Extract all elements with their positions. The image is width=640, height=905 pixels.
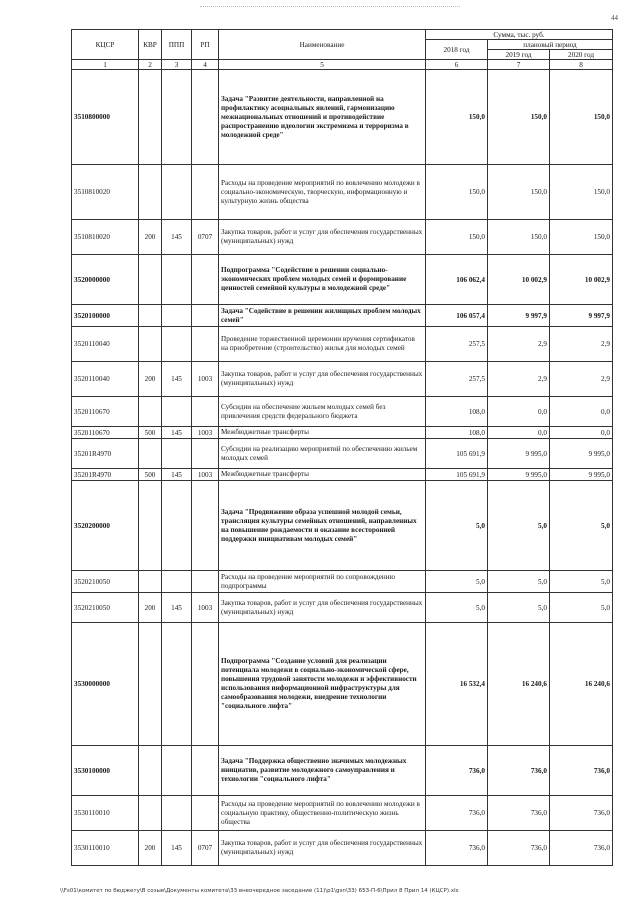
table-row [72,427,613,439]
sum-2020-cell: 10 002,9 [550,255,613,305]
kvr-cell [139,397,162,427]
sum-2020-cell: 150,0 [550,70,613,165]
sum-2019-cell: 5,0 [488,481,550,571]
kvr-cell [139,305,162,327]
kvr-cell [139,255,162,305]
table-row [72,165,613,220]
header-2019: 2019 год [488,50,550,60]
sum-2020-cell: 5,0 [550,571,613,593]
kcsr-cell: 3520100000 [72,305,139,327]
sum-2019-cell: 9 995,0 [488,469,550,481]
sum-2020-cell: 0,0 [550,427,613,439]
kvr-cell: 500 [139,469,162,481]
ppp-cell: 145 [162,362,192,397]
sum-2019-cell: 2,9 [488,362,550,397]
ppp-cell: 145 [162,220,192,255]
kcsr-cell: 3520110670 [72,397,139,427]
header-2020: 2020 год [550,50,613,60]
kvr-cell: 200 [139,362,162,397]
table-row [72,327,613,362]
name-cell: Расходы на проведение мероприятий по вовлечению молодежи в социально-экономическую, творческую, информационную и культурную жизнь общества [219,165,426,220]
header-kvr: КВР [139,30,162,60]
kcsr-cell: 3520210050 [72,571,139,593]
kcsr-cell: 3520210050 [72,593,139,623]
table-row [72,796,613,831]
rp-cell: 1003 [192,362,219,397]
table-row [72,571,613,593]
kcsr-cell: 3530110010 [72,831,139,866]
sum-2020-cell: 16 240,6 [550,623,613,746]
rp-cell: 0707 [192,220,219,255]
name-cell: Подпрограмма "Содействие в решении социально-экономических проблем молодых семей и формирование ценностей семейной культуры в молодежной среде" [219,255,426,305]
sum-2019-cell: 9 997,9 [488,305,550,327]
sum-2018-cell: 150,0 [426,70,488,165]
sum-2020-cell: 9 995,0 [550,469,613,481]
column-number: 6 [426,60,488,70]
sum-2018-cell: 108,0 [426,397,488,427]
sum-2020-cell: 9 995,0 [550,439,613,469]
sum-2019-cell: 736,0 [488,746,550,796]
sum-2018-cell: 5,0 [426,593,488,623]
rp-cell [192,439,219,469]
ppp-cell [162,746,192,796]
rp-cell [192,796,219,831]
sum-2018-cell: 106 057,4 [426,305,488,327]
sum-2020-cell: 2,9 [550,362,613,397]
rp-cell: 1003 [192,469,219,481]
sum-2018-cell: 150,0 [426,220,488,255]
sum-2018-cell: 150,0 [426,165,488,220]
kvr-cell: 200 [139,593,162,623]
rp-cell: 1003 [192,427,219,439]
sum-2020-cell: 0,0 [550,397,613,427]
column-number: 3 [162,60,192,70]
sum-2019-cell: 2,9 [488,327,550,362]
table-row [72,305,613,327]
name-cell: Расходы на проведение мероприятий по сопровождению подпрограммы [219,571,426,593]
kcsr-cell: 35201R4970 [72,439,139,469]
kvr-cell [139,439,162,469]
table-row [72,469,613,481]
table-row [72,831,613,866]
sum-2019-cell: 736,0 [488,796,550,831]
kvr-cell: 200 [139,831,162,866]
sum-2018-cell: 106 062,4 [426,255,488,305]
ppp-cell: 145 [162,831,192,866]
name-cell: Расходы на проведение мероприятий по вовлечению молодежи в социальную практику, общественно-политическую жизнь общества [219,796,426,831]
name-cell: Закупка товаров, работ и услуг для обеспечения государственных (муниципальных) нужд [219,593,426,623]
rp-cell [192,571,219,593]
ppp-cell [162,397,192,427]
kcsr-cell: 3530000000 [72,623,139,746]
kcsr-cell: 35201R4970 [72,469,139,481]
column-number-row [72,60,613,70]
kvr-cell: 200 [139,220,162,255]
kvr-cell [139,571,162,593]
table-row [72,746,613,796]
table-row [72,593,613,623]
kcsr-cell: 3520000000 [72,255,139,305]
kvr-cell [139,165,162,220]
sum-2019-cell: 5,0 [488,571,550,593]
kcsr-cell: 3510810020 [72,220,139,255]
name-cell: Подпрограмма "Создание условий для реализации потенциала молодежи в социально-экономической сфере, повышения трудовой занятости молодежи и эффективности использования информационной инфраструктуры для самообразования молодежи, внедрение технологии "социального лифта" [219,623,426,746]
table-row [72,481,613,571]
sum-2018-cell: 257,5 [426,327,488,362]
rp-cell [192,165,219,220]
sum-2019-cell: 150,0 [488,165,550,220]
ppp-cell: 145 [162,593,192,623]
sum-2018-cell: 736,0 [426,831,488,866]
name-cell: Закупка товаров, работ и услуг для обеспечения государственных (муниципальных) нужд [219,362,426,397]
header-ppp: ППП [162,30,192,60]
name-cell: Закупка товаров, работ и услуг для обеспечения государственных (муниципальных) нужд [219,831,426,866]
column-number: 4 [192,60,219,70]
kcsr-cell: 3520200000 [72,481,139,571]
table-row [72,220,613,255]
kcsr-cell: 3530100000 [72,746,139,796]
column-number: 5 [219,60,426,70]
kvr-cell [139,746,162,796]
rp-cell [192,327,219,362]
table-row [72,397,613,427]
budget-table-body [72,70,613,866]
rp-cell [192,305,219,327]
table-row [72,255,613,305]
rp-cell [192,623,219,746]
sum-2019-cell: 150,0 [488,70,550,165]
header-rp: РП [192,30,219,60]
kvr-cell [139,70,162,165]
ppp-cell [162,623,192,746]
name-cell: Закупка товаров, работ и услуг для обеспечения государственных (муниципальных) нужд [219,220,426,255]
sum-2020-cell: 736,0 [550,796,613,831]
ppp-cell [162,255,192,305]
kcsr-cell: 3520110040 [72,327,139,362]
kvr-cell [139,481,162,571]
sum-2018-cell: 108,0 [426,427,488,439]
kcsr-cell: 3520110670 [72,427,139,439]
column-number: 1 [72,60,139,70]
sum-2020-cell: 9 997,9 [550,305,613,327]
budget-table [71,29,613,866]
ppp-cell [162,481,192,571]
ppp-cell [162,165,192,220]
sum-2020-cell: 5,0 [550,481,613,571]
kvr-cell [139,796,162,831]
sum-2020-cell: 5,0 [550,593,613,623]
table-row [72,439,613,469]
ppp-cell [162,305,192,327]
sum-2019-cell: 5,0 [488,593,550,623]
table-row [72,623,613,746]
rp-cell [192,70,219,165]
sum-2019-cell: 16 240,6 [488,623,550,746]
sum-2019-cell: 0,0 [488,397,550,427]
table-row [72,362,613,397]
kvr-cell [139,327,162,362]
sum-2019-cell: 0,0 [488,427,550,439]
name-cell: Задача "Развитие деятельности, направленной на профилактику асоциальных явлений, гармонизацию межнациональных отношений и противодействие распространению идеологии экстремизма и терроризма в молодежной среде" [219,70,426,165]
scan-artifact-line [200,6,460,7]
sum-2019-cell: 150,0 [488,220,550,255]
sum-2018-cell: 105 691,9 [426,469,488,481]
name-cell: Субсидии на обеспечение жильем молодых семей без привлечения средств федерального бюджета [219,397,426,427]
header-2018: 2018 год [426,40,488,60]
kvr-cell: 500 [139,427,162,439]
rp-cell [192,255,219,305]
name-cell: Субсидии на реализацию мероприятий по обеспечению жильем молодых семей [219,439,426,469]
ppp-cell [162,439,192,469]
ppp-cell [162,796,192,831]
ppp-cell [162,70,192,165]
header-name: Наименование [219,30,426,60]
header-planned-period: плановый период [488,40,613,50]
name-cell: Задача "Продвижение образа успешной молодой семьи, трансляция культуры семейных отношений, направленных на повышение рождаемости и оказание всесторонней поддержки инициативам молодых семей" [219,481,426,571]
rp-cell: 1003 [192,593,219,623]
footer-file-path: \\Fs01\комитет по бюджету\В созыв\Документы комитета\33 внеочередное заседание (11)\p1\gsn\33) 653-П-6\Прил 8 Прил 14 (КЦСР).xls [60,888,459,894]
sum-2020-cell: 736,0 [550,831,613,866]
sum-2019-cell: 9 995,0 [488,439,550,469]
column-number: 2 [139,60,162,70]
sum-2018-cell: 5,0 [426,571,488,593]
sum-2019-cell: 10 002,9 [488,255,550,305]
sum-2018-cell: 257,5 [426,362,488,397]
rp-cell [192,746,219,796]
kcsr-cell: 3530110010 [72,796,139,831]
sum-2018-cell: 16 532,4 [426,623,488,746]
sum-2020-cell: 2,9 [550,327,613,362]
page-number: 44 [611,14,618,22]
name-cell: Межбюджетные трансферты [219,469,426,481]
rp-cell [192,481,219,571]
header-sum: Сумма, тыс. руб. [426,30,613,40]
sum-2020-cell: 150,0 [550,165,613,220]
sum-2020-cell: 150,0 [550,220,613,255]
name-cell: Проведение торжественной церемонии вручения сертификатов на приобретение (строительство) жилья для молодых семей [219,327,426,362]
column-number: 8 [550,60,613,70]
header-kcsr: КЦСР [72,30,139,60]
sum-2018-cell: 736,0 [426,796,488,831]
sum-2018-cell: 736,0 [426,746,488,796]
sum-2018-cell: 5,0 [426,481,488,571]
column-number: 7 [488,60,550,70]
rp-cell [192,397,219,427]
name-cell: Межбюджетные трансферты [219,427,426,439]
sum-2018-cell: 105 691,9 [426,439,488,469]
kcsr-cell: 3510800000 [72,70,139,165]
kcsr-cell: 3520110040 [72,362,139,397]
sum-2020-cell: 736,0 [550,746,613,796]
ppp-cell: 145 [162,469,192,481]
name-cell: Задача "Содействие в решении жилищных проблем молодых семей" [219,305,426,327]
ppp-cell: 145 [162,427,192,439]
kvr-cell [139,623,162,746]
ppp-cell [162,327,192,362]
sum-2019-cell: 736,0 [488,831,550,866]
kcsr-cell: 3510810020 [72,165,139,220]
ppp-cell [162,571,192,593]
rp-cell: 0707 [192,831,219,866]
name-cell: Задача "Поддержка общественно значимых молодежных инициатив, развитие молодежного самоуправления и технологии "социального лифта" [219,746,426,796]
table-row [72,70,613,165]
